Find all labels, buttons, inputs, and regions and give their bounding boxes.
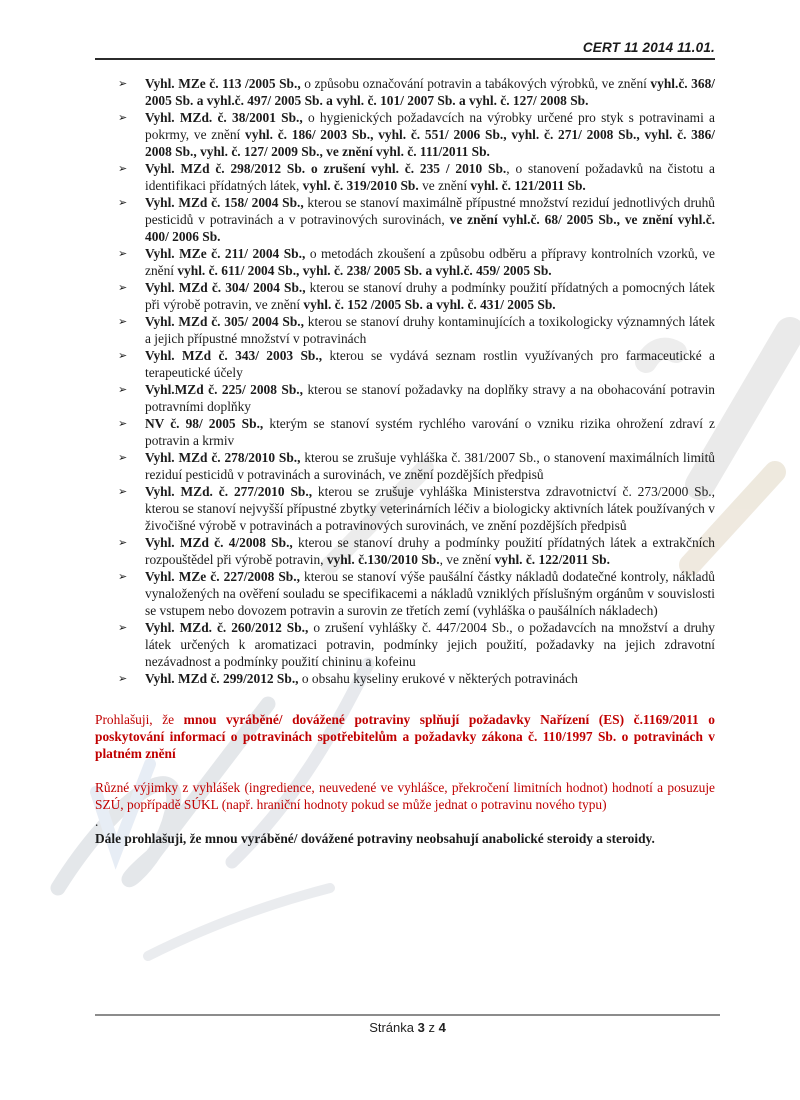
document-page: [95, 0, 715, 847]
stray-dot: .: [95, 814, 99, 829]
bullet-arrow-icon: ➢: [118, 621, 128, 634]
page-footer: [95, 1014, 720, 1035]
list-item-text: Vyhl. MZd č. 304/ 2004 Sb., kterou se stanoví druhy a podmínky použití přídatných a pomocných látek při výrobě potravin, ve znění vyhl. č. 152 /2005 Sb. a vyhl. č. 431/ 2005 Sb.: [145, 280, 716, 312]
list-item: [118, 194, 715, 245]
bullet-arrow-icon: ➢: [118, 383, 128, 396]
bullet-arrow-icon: ➢: [118, 672, 128, 685]
list-item: [118, 415, 715, 449]
declaration-red-main: Prohlašuji, že mnou vyráběné/ dovážené potraviny splňují požadavky Nařízení (ES) č.1169/2011 o poskytování informací o potravinách spotřebitelům a požadavky zákona č. 110/1997 Sb. o potravinách v platném znění: [95, 712, 715, 761]
list-item-text: Vyhl. MZd č. 299/2012 Sb., o obsahu kyseliny erukové v některých potravinách: [145, 671, 578, 686]
list-item: [118, 279, 715, 313]
list-item-text: Vyhl. MZd č. 4/2008 Sb., kterou se stanoví druhy a podmínky použití přídatných látek a extrakčních rozpouštědel při výrobě potravin, vyhl. č.130/2010 Sb., ve znění vyhl. č. 122/2011 Sb.: [145, 535, 715, 567]
header-rule: [95, 58, 715, 60]
regulation-list: [118, 75, 715, 687]
list-item-text: NV č. 98/ 2005 Sb., kterým se stanoví systém rychlého varování o vzniku rizika ohrožení zdraví z potravin a krmiv: [145, 416, 716, 448]
list-item: [118, 534, 715, 568]
bullet-arrow-icon: ➢: [118, 315, 128, 328]
list-item-text: Vyhl. MZd. č. 38/2001 Sb., o hygienických požadavcích na výrobky určené pro styk s potravinami a pokrmy, ve znění vyhl. č. 186/ 2003 Sb., vyhl. č. 551/ 2006 Sb., vyhl. č. 271/ 2008 Sb., vyhl. č. 386/ 2008 Sb., vyhl. č. 127/ 2009 Sb., ve znění vyhl. č. 111/2011 Sb.: [145, 110, 715, 159]
bullet-arrow-icon: ➢: [118, 111, 128, 124]
list-item: [118, 313, 715, 347]
bullet-arrow-icon: ➢: [118, 247, 128, 260]
document-code: CERT 11 2014 11.01.: [582, 40, 715, 55]
list-item-text: Vyhl. MZe č. 211/ 2004 Sb., o metodách zkoušení a způsobu odběru a přípravy kontrolních vzorků, ve znění vyhl. č. 611/ 2004 Sb., vyhl. č. 238/ 2005 Sb. a vyhl.č. 459/ 2005 Sb.: [145, 246, 715, 278]
declaration-final: Dále prohlašuji, že mnou vyráběné/ dovážené potraviny neobsahují anabolické steroidy a steroidy.: [95, 831, 655, 846]
list-item-text: Vyhl. MZd č. 278/2010 Sb., kterou se zrušuje vyhláška č. 381/2007 Sb., o stanovení maximálních limitů reziduí pesticidů v potravinách a surovinách, ve znění pozdějších předpisů: [145, 450, 715, 482]
list-item-text: Vyhl.MZd č. 225/ 2008 Sb., kterou se stanoví požadavky na doplňky stravy a na obohacování potravin potravními doplňky: [145, 382, 715, 414]
bullet-arrow-icon: ➢: [118, 162, 128, 175]
list-item: [118, 670, 715, 687]
list-item: [118, 109, 715, 160]
bullet-arrow-icon: ➢: [118, 281, 128, 294]
list-item: [118, 381, 715, 415]
bullet-arrow-icon: ➢: [118, 77, 128, 90]
list-item-text: Vyhl. MZe č. 227/2008 Sb., kterou se stanoví výše paušální částky nákladů dodatečné kontroly, nákladů vynaložených na ověření souladu se specifikacemi a nákladů vzniklých příslušným orgánům v souvislosti se vstupem nebo dovozem potravin a surovin ze třetích zemí (vyhláška o paušálních nákladech): [145, 569, 715, 618]
list-item: [118, 483, 715, 534]
list-item-text: Vyhl. MZd č. 343/ 2003 Sb., kterou se vydává seznam rostlin využívaných pro farmaceutické a terapeutické účely: [145, 348, 716, 380]
list-item: [118, 347, 715, 381]
list-item-text: Vyhl. MZd č. 305/ 2004 Sb., kterou se stanoví druhy kontaminujících a toxikologicky významných látek a jejich přípustné množství v potravinách: [145, 314, 715, 346]
list-item: [118, 160, 715, 194]
list-item: [118, 449, 715, 483]
list-item: [118, 568, 715, 619]
bullet-arrow-icon: ➢: [118, 196, 128, 209]
bullet-arrow-icon: ➢: [118, 451, 128, 464]
list-item: [118, 75, 715, 109]
list-item-text: Vyhl. MZd č. 158/ 2004 Sb., kterou se stanoví maximálně přípustné množství reziduí jednotlivých druhů pesticidů v potravinách a v potravinových surovinách, ve znění vyhl.č. 68/ 2005 Sb., ve znění vyhl.č. 400/ 2006 Sb.: [145, 195, 715, 244]
list-item-text: Vyhl. MZd. č. 277/2010 Sb., kterou se zrušuje vyhláška Ministerstva zdravotnictví č. 273/2000 Sb., kterou se stanoví nejvyšší přípustné zbytky veterinárních léčiv a biologicky aktivních látek používaných v živočišné výrobě v potravinách a potravinových surovinách, ve znění pozdějších předpisů: [145, 484, 715, 533]
list-item-text: Vyhl. MZd. č. 260/2012 Sb., o zrušení vyhlášky č. 447/2004 Sb., o požadavcích na množství a druhy látek určených k aromatizaci potravin, podmínky jejich použití, požadavky na jejich zdravotní nezávadnost a podmínky použití chininu a kofeinu: [145, 620, 715, 669]
declaration-red-note: Různé výjimky z vyhlášek (ingredience, neuvedené ve vyhlášce, překročení limitních hodnot) hodnotí a posuzuje SZÚ, popřípadě SÚKL (např. hraniční hodnoty pokud se může jednat o potravinu nového typu): [95, 780, 715, 812]
bullet-arrow-icon: ➢: [118, 570, 128, 583]
bullet-arrow-icon: ➢: [118, 417, 128, 430]
list-item: [118, 619, 715, 670]
bullet-arrow-icon: ➢: [118, 536, 128, 549]
list-item: [118, 245, 715, 279]
list-item-text: Vyhl. MZe č. 113 /2005 Sb., o způsobu označování potravin a tabákových výrobků, ve znění vyhl.č. 368/ 2005 Sb. a vyhl.č. 497/ 2005 Sb. a vyhl. č. 101/ 2007 Sb. a vyhl. č. 127/ 2008 Sb.: [145, 76, 715, 108]
page-number-text: Stránka 3 z 4: [369, 1020, 446, 1035]
bullet-arrow-icon: ➢: [118, 349, 128, 362]
list-item-text: Vyhl. MZd č. 298/2012 Sb. o zrušení vyhl. č. 235 / 2010 Sb., o stanovení požadavků na čistotu a identifikaci přídatných látek, vyhl. č. 319/2010 Sb. ve znění vyhl. č. 121/2011 Sb.: [145, 161, 715, 193]
bullet-arrow-icon: ➢: [118, 485, 128, 498]
